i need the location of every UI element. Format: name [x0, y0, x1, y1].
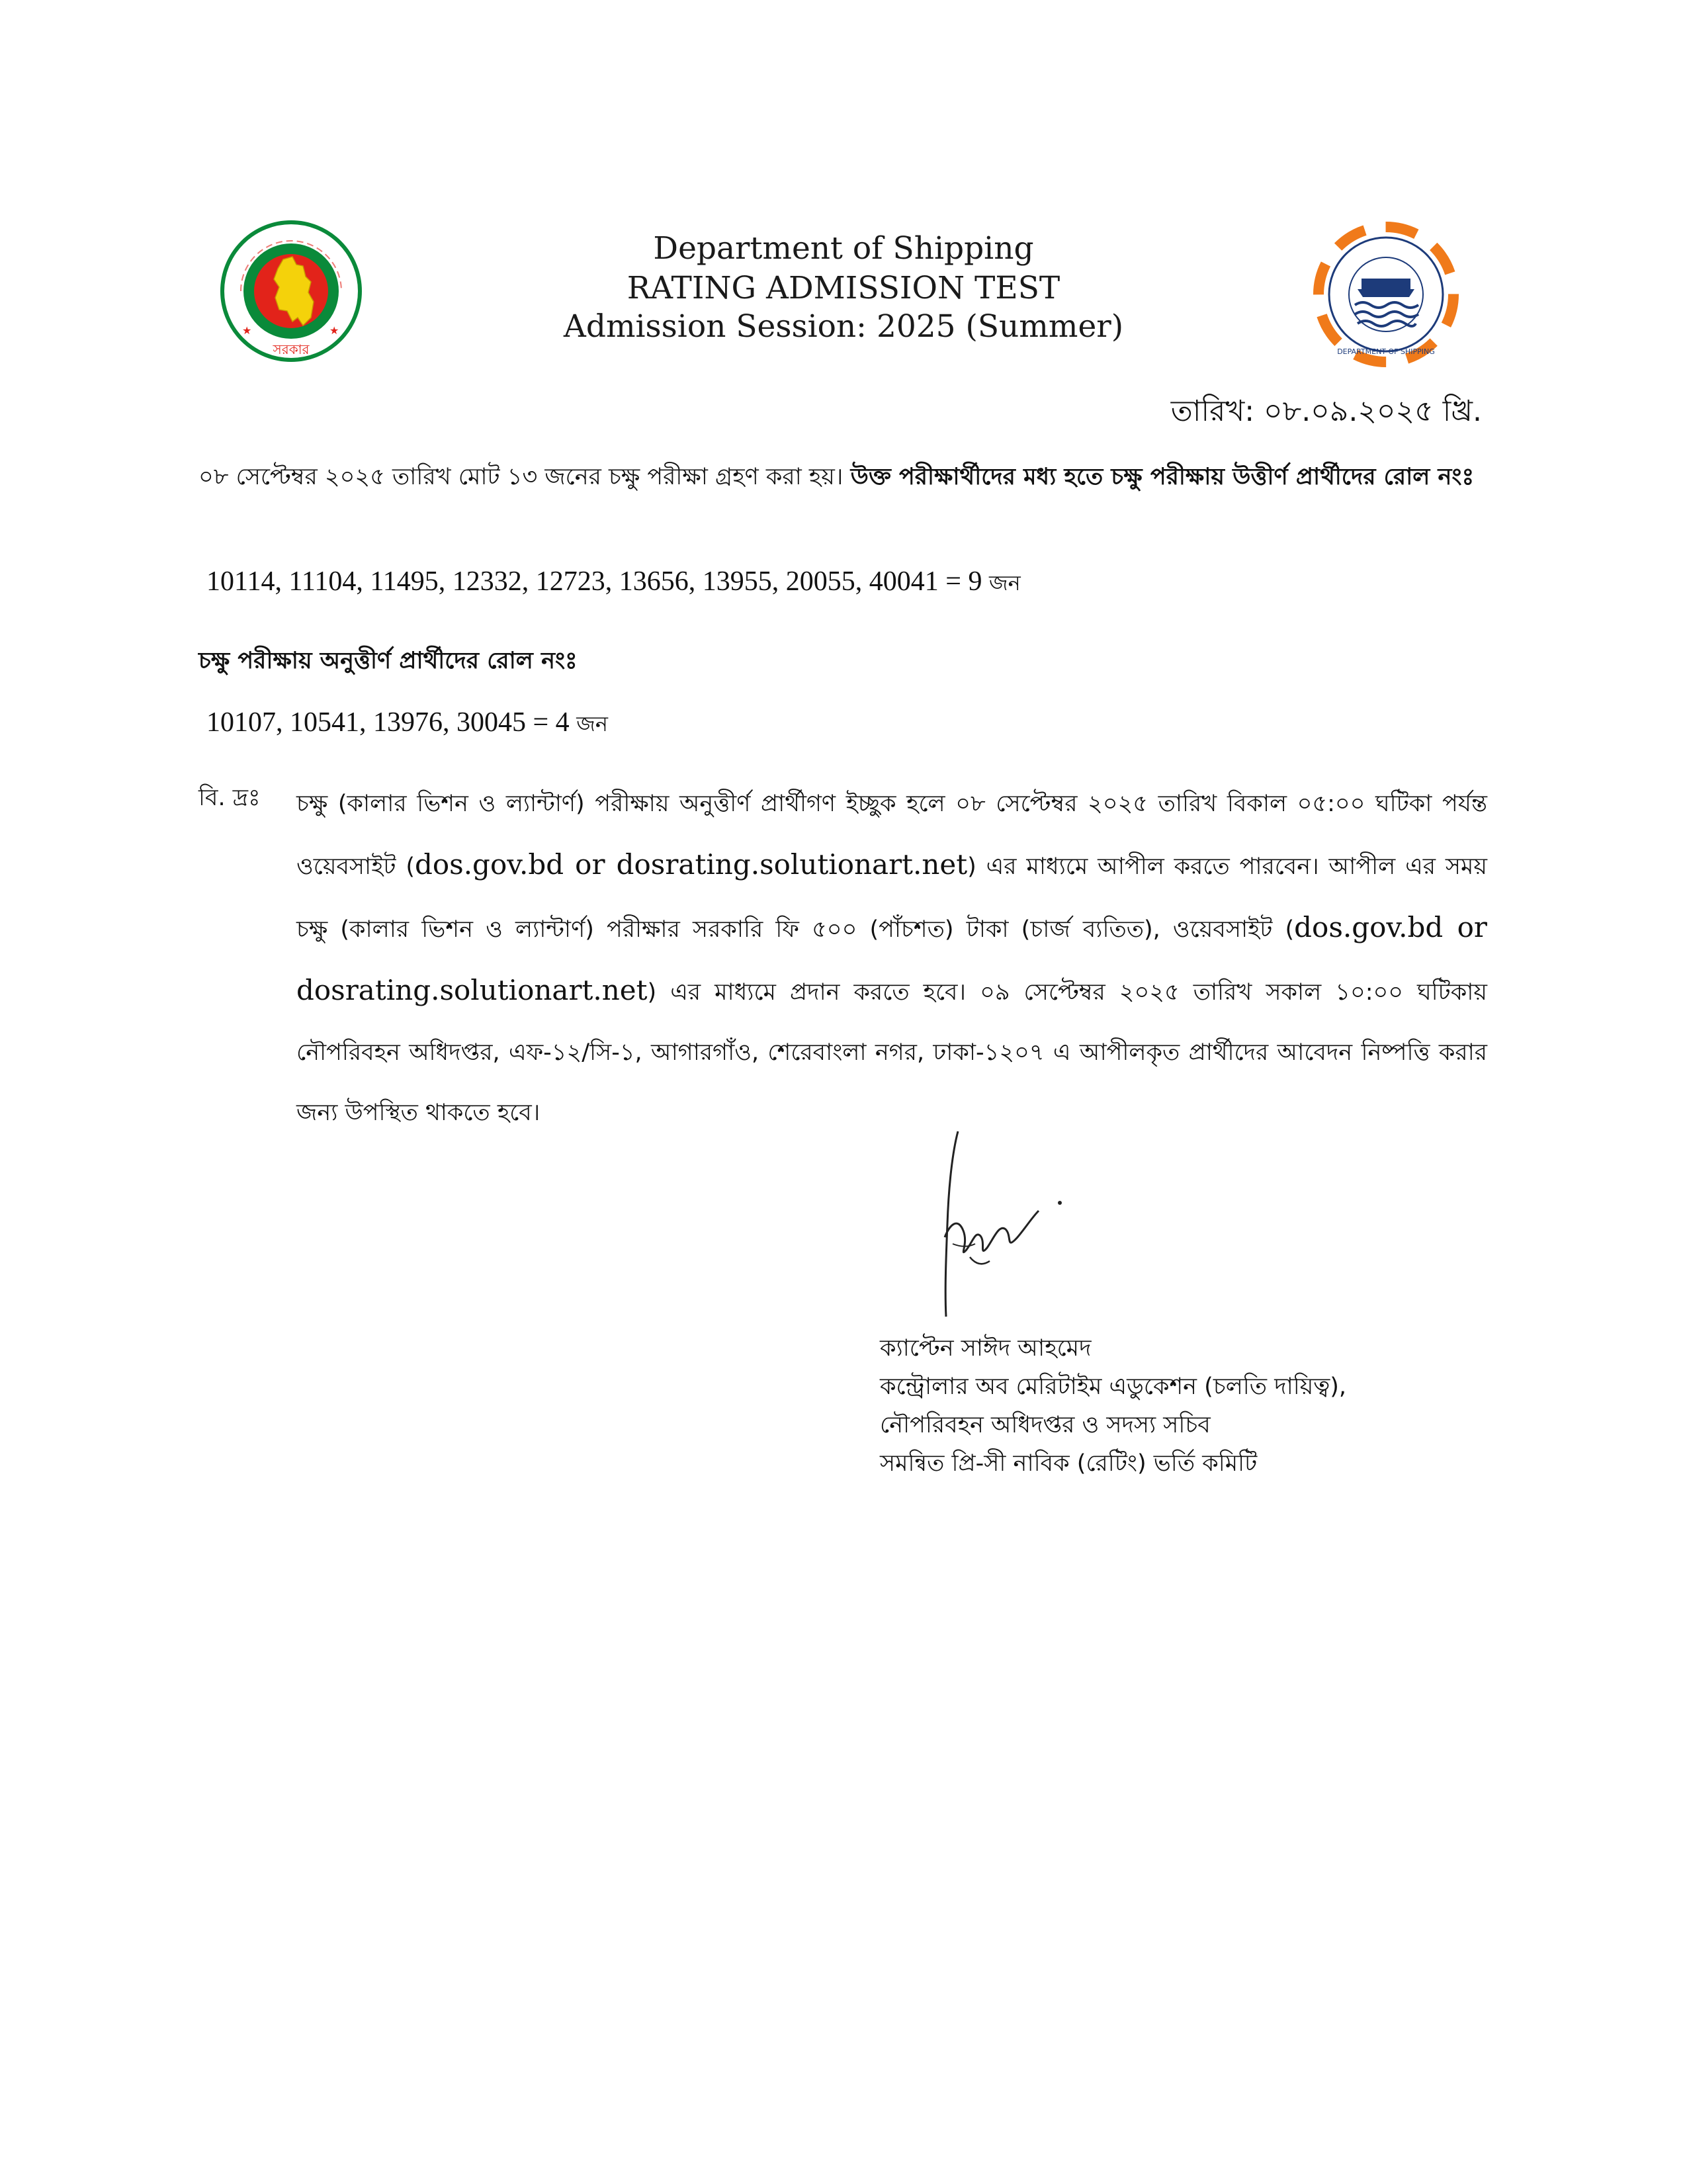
svg-text:★: ★	[242, 324, 252, 337]
signatory-title: কন্ট্রোলার অব মেরিটাইম এডুকেশন (চলতি দায়িত্ব),	[880, 1374, 1347, 1400]
website-link-1[interactable]: dos.gov.bd or dosrating.solutionart.net	[414, 848, 968, 881]
failed-heading: চক্ষু পরীক্ষায় অনুত্তীর্ণ প্রার্থীদের রোল নংঃ	[198, 648, 578, 674]
signatory-name: ক্যাপ্টেন সাঈদ আহমেদ	[880, 1335, 1092, 1362]
handwritten-signature	[906, 1125, 1092, 1323]
department-title: Department of Shipping	[653, 230, 1034, 267]
note-label: বি. দ্রঃ	[198, 785, 261, 811]
passed-roll-list	[206, 566, 1021, 602]
session-title: Admission Session: 2025 (Summer)	[563, 308, 1124, 345]
signatory-department: নৌপরিবহন অধিদপ্তর ও সদস্য সচিব	[880, 1412, 1211, 1438]
passed-rolls: 10114, 11104, 11495, 12332, 12723, 13656, 13955, 20055, 40041 = 9	[206, 566, 982, 597]
signatory-committee: সমন্বিত প্রি-সী নাবিক (রেটিং) ভর্তি কমিটি	[880, 1450, 1258, 1477]
failed-rolls: 10107, 10541, 13976, 30045 = 4	[206, 707, 570, 738]
svg-text:★: ★	[329, 324, 339, 337]
note-text-2: ) এর মাধ্যমে আপীল করতে পারবেন। আপীল এর সময় চক্ষু (কালার ভিশন ও ল্যান্টার্ণ) পরীক্ষার সরকারি ফি ৫০০ (পাঁচশত) টাকা (চার্জ ব্যতিত), ওয়েবসাইট (	[296, 853, 1487, 943]
note-body	[296, 774, 1487, 1143]
failed-unit: জন	[576, 711, 608, 736]
gov-logo-caption: সরকার	[273, 341, 310, 357]
failed-roll-list	[206, 707, 608, 743]
passed-unit: জন	[988, 570, 1021, 595]
intro-text: ০৮ সেপ্টেম্বর ২০২৫ তারিখ মোট ১৩ জনের চক্ষু পরীক্ষা গ্রহণ করা হয়।	[198, 464, 851, 490]
test-title: RATING ADMISSION TEST	[627, 270, 1060, 306]
intro-paragraph	[198, 458, 1489, 496]
notice-date: তারিখ: ০৮.০৯.২০২৫ খ্রি.	[1170, 394, 1482, 428]
intro-bold-text: উক্ত পরীক্ষার্থীদের মধ্য হতে চক্ষু পরীক্ষায় উত্তীর্ণ প্রার্থীদের রোল নংঃ	[850, 464, 1475, 490]
note-text-3: ) এর মাধ্যমে প্রদান করতে হবে। ০৯ সেপ্টেম্বর ২০২৫ তারিখ সকাল ১০:০০ ঘটিকায় নৌপরিবহন অধিদপ্তর, এফ-১২/সি-১, আগারগাঁও, শেরেবাংলা নগর, ঢাকা-১২০৭ এ আপীলকৃত প্রার্থীদের আবেদন নিষ্পত্তি করার জন্য উপস্থিত থাকতে হবে।	[296, 979, 1487, 1126]
note-text-1: চক্ষু (কালার ভিশন ও ল্যান্টার্ণ) পরীক্ষায় অনুত্তীর্ণ প্রার্থীগণ ইচ্ছুক হলে ০৮ সেপ্টেম্বর ২০২৫ তারিখ বিকাল ০৫:০০ ঘটিকা পর্যন্ত ওয়েবসাইট (	[296, 791, 1487, 880]
dos-logo-caption: DEPARTMENT OF SHIPPING	[1337, 347, 1435, 356]
website-link-2[interactable]: dos.gov.bd or dosrating.solutionart.net	[296, 911, 1488, 1006]
